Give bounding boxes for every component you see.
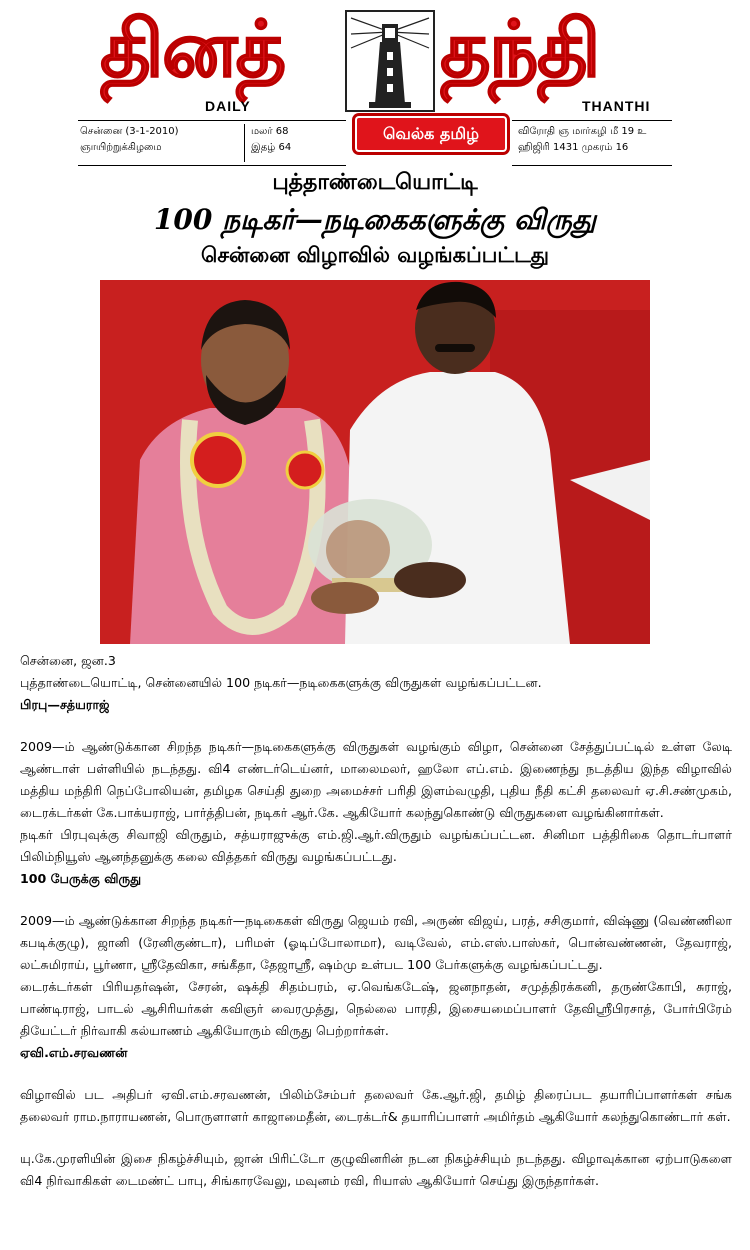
subheadline: சென்னை விழாவில் வழங்கப்பட்டது [201, 243, 549, 267]
logo-english-daily: DAILY [205, 98, 251, 114]
dateline: சென்னை, ஜன.3 [20, 653, 116, 668]
edition-day: ஞாயிற்றுக்கிழமை [80, 142, 162, 153]
news-photo [100, 280, 650, 644]
section-heading-2: 100 பேருக்கு விருது [20, 871, 142, 886]
paragraph-3: 2009—ம் ஆண்டுக்கான சிறந்த நடிகர்—நடிகைகள் விருது ஜெயம் ரவி, அருண் விஜய், பரத், சசிகுமார், விஷ்ணு (வெண்ணிலா கபடிக்குழு), ஜானி (ரேனிகுண்டா), பரிமள் (ஓடிப்போலாமா), வடிவேல், எம்.எஸ்.பாஸ்கர், பொன்வண்ணன், தேவராஜ், லட்சுமிராய், பூர்ணா, ஸ்ரீதேவிகா, சங்கீதா, தேஜாஸ்ரீ, ஷம்மு உள்பட 100 பேர்களுக்கு வழங்கப்பட்டது. [20, 913, 732, 972]
edition-issue: இதழ் 64 [251, 142, 292, 153]
masthead [0, 0, 750, 165]
paragraph-4: டைரக்டர்கள் பிரியதர்ஷன், சேரன், ஷக்தி சிதம்பரம், ஏ.வெங்கடேஷ், ஜனநாதன், சமுத்திரக்கனி, தருண்கோபி, சுராஜ், பாண்டிராஜ், பாடல் ஆசிரியர்கள் கவிஞர் வைரமுத்து, நெல்லை பாரதி, இசையமைப்பாளர் தேவிஸ்ரீபிரசாத், போர்பிரேம் தியேட்டர் நிர்வாகி கல்யாணம் ஆகியோரும் விருது பெற்றார்கள். [20, 979, 732, 1038]
edition-date-place: சென்னை (3-1-2010) [80, 126, 179, 137]
section-heading-1: பிரபு—சத்யராஜ் [20, 697, 110, 712]
edition-info-right [512, 120, 672, 166]
paragraph-5: விழாவில் பட அதிபர் ஏவி.எம்.சரவணன், பிலிம்சேம்பர் தலைவர் கே.ஆர்.ஜி, தமிழ் திரைப்பட தயாரிப்பாளர்கள் சங்க தலைவர் ராம.நாராயணன், பொருளாளர் காஜாமைதீன், டைரக்டர்& தயாரிப்பாளர் அமிர்தம் ஆகியோர் கலந்துகொண்டார் கள். [20, 1087, 732, 1124]
article-body [20, 650, 732, 1192]
section-heading-3: ஏவி.எம்.சரவணன் [20, 1045, 128, 1060]
edition-volume: மலர் 68 [251, 126, 289, 137]
lead-paragraph: புத்தாண்டையொட்டி, சென்னையில் 100 நடிகர்—நடிகைகளுக்கு விருதுகள் வழங்கப்பட்டன. [20, 675, 542, 690]
paragraph-1: 2009—ம் ஆண்டுக்கான சிறந்த நடிகர்—நடிகைகளுக்கு விருதுகள் வழங்கும் விழா, சென்னை சேத்துப்பட்டில் உள்ள லேடி ஆண்டாள் பள்ளியில் நடந்தது. வி4 எண்டர்டெய்னர், மாலைமலர், ஹலோ எப்.எம். இணைந்து நடத்திய இந்த விழாவில் மத்திய மந்திரி நெப்போலியன், தமிழக செய்தி துறை அமைச்சர் பரிதி இளம்வழுதி, புதிய நீதி கட்சி தலைவர் ஏ.சி.சண்முகம், டைரக்டர்கள் கே.பாக்யராஜ், பார்த்திபன், நடிகர் ஆர்.கே. ஆகியோர் கலந்துகொண்டு விருதுகளை வழங்கினார்கள். [20, 739, 732, 820]
logo-left-text: தினத் [100, 5, 285, 95]
lighthouse-logo-icon [345, 10, 435, 112]
paragraph-6: யு.கே.முரளியின் இசை நிகழ்ச்சியும், ஜான் பிரிட்டோ குழுவினரின் நடன நிகழ்ச்சியும் நடந்தது. விழாவுக்கான ஏற்பாடுகளை வி4 நிர்வாகிகள் டைமண்ட் பாபு, சிங்காரவேலு, மவுனம் ரவி, ரியாஸ் ஆகியோர் செய்து இருந்தார்கள். [20, 1151, 732, 1188]
kicker: புத்தாண்டையொட்டி [272, 170, 478, 195]
tamil-calendar-date: விரோதி ஞ மார்கழி மீ 19 உ [518, 126, 647, 137]
logo-right-text: தந்தி [440, 5, 599, 95]
slogan-banner: வெல்க தமிழ் [355, 116, 507, 152]
headline: 100 நடிகர்—நடிகைகளுக்கு விருது [153, 203, 597, 236]
logo-english-thanthi: THANTHI [582, 98, 651, 114]
hijri-calendar-date: ஹிஜிரி 1431 முகரம் 16 [518, 142, 629, 153]
edition-info-left [78, 120, 346, 166]
paragraph-2: நடிகர் பிரபுவுக்கு சிவாஜி விருதும், சத்யராஜுக்கு எம்.ஜி.ஆர்.விருதும் வழங்கப்பட்டன. சினிமா பத்திரிகை தொடர்பாளர் பிலிம்நியூஸ் ஆனந்தனுக்கு கலை வித்தகர் விருது வழங்கப்பட்டது. [20, 827, 732, 864]
